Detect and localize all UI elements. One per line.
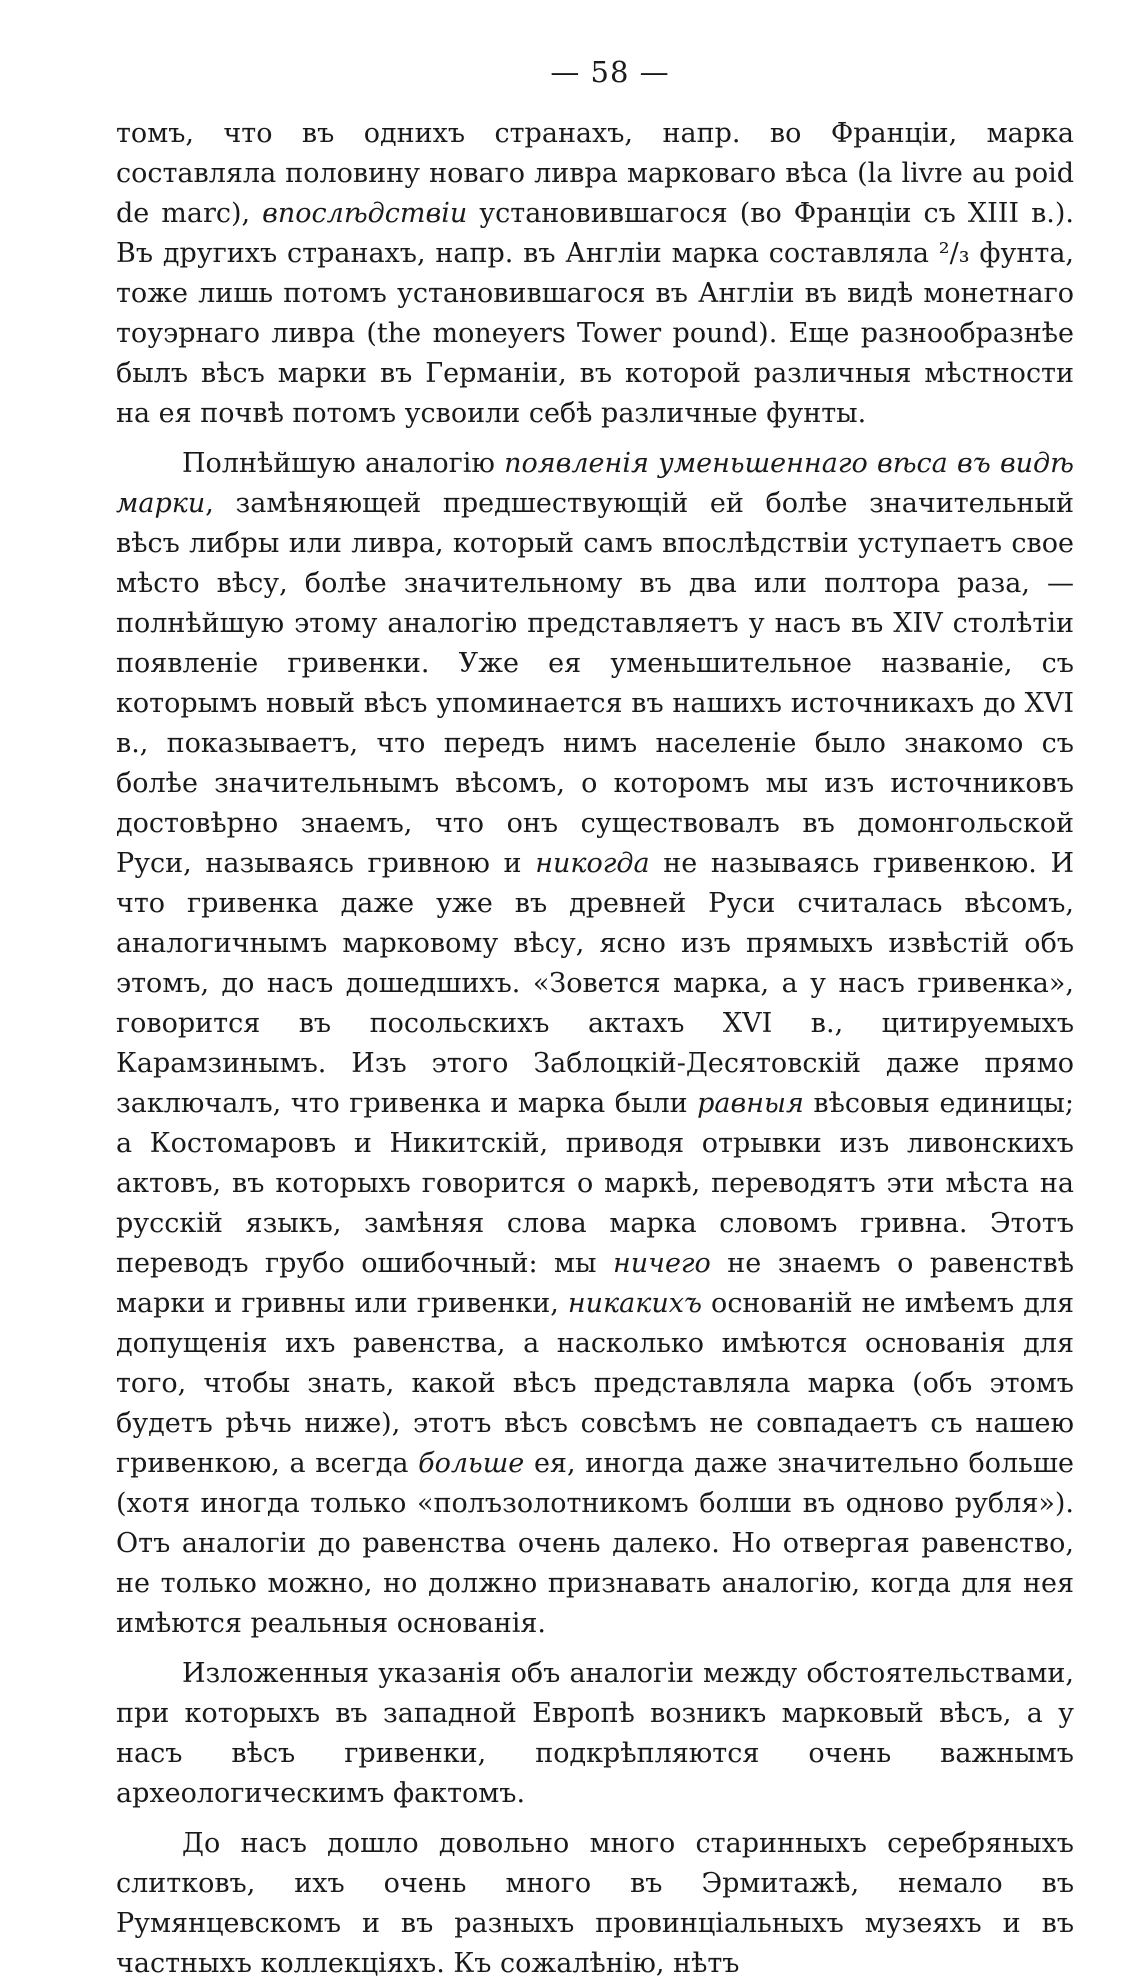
text-segment: Полнѣйшую аналогію (182, 448, 505, 479)
text-segment: До насъ дошло довольно много старинныхъ серебряныхъ слитковъ, ихъ очень много въ Эрмитажѣ, немало въ Румянцевскомъ и въ разныхъ провинціальныхъ музеяхъ и въ частныхъ коллекціяхъ. Къ сожалѣнію, нѣтъ (116, 1828, 1074, 1979)
paragraph (116, 444, 1074, 1644)
italic-text: появленія уменьшеннаго вѣса въ видѣ марки (116, 448, 1074, 519)
italic-text: никакихъ (567, 1288, 702, 1319)
italic-text: никогда (535, 848, 650, 879)
paragraph (116, 1654, 1074, 1814)
paragraph (116, 1824, 1074, 1984)
text-segment: томъ, что въ однихъ странахъ, напр. во Франціи, марка составляла половину новаго ливра марковаго вѣса (la livre au poid de marc), (116, 118, 1074, 229)
text-segment: Изложенныя указанія объ аналогіи между обстоятельствами, при которыхъ въ западной Европѣ возникъ марковый вѣсъ, а у насъ вѣсъ гривенки, подкрѣпляются очень важнымъ археологическимъ фактомъ. (116, 1658, 1074, 1809)
paragraph (116, 114, 1074, 434)
page-number: — 58 — (550, 55, 670, 89)
text-segment: ея, иногда даже значительно больше (хотя иногда только «полъзолотникомъ болши въ одново рубля»). Отъ аналогіи до равенства очень далеко. Но отвергая равенство, не только можно, но должно признавать аналогію, когда для нея имѣются реальныя основанія. (116, 1448, 1074, 1639)
text-segment: не называясь гривенкою. И что гривенка даже уже въ древней Руси считалась вѣсомъ, аналогичнымъ марковому вѣсу, ясно изъ прямыхъ извѣстій объ этомъ, до насъ дошедшихъ. «Зовется марка, а у насъ гривенка», говорится въ посольскихъ актахъ XVI в., цитируемыхъ Карамзинымъ. Изъ этого Заблоцкій-Десятовскій даже прямо заключалъ, что гривенка и марка были (116, 848, 1074, 1119)
text-segment: , замѣняющей предшествующій ей болѣе значительный вѣсъ либры или ливра, который самъ впослѣдствіи уступаетъ свое мѣсто вѣсу, болѣе значительному въ два или полтора раза, — полнѣйшую этому аналогію представляетъ у насъ въ XIV столѣтіи появленіе гривенки. Уже ея уменьшительное названіе, съ которымъ новый вѣсъ упоминается въ нашихъ источникахъ до XVI в., показываетъ, что передъ нимъ населеніе было знакомо съ болѣе значительнымъ вѣсомъ, о которомъ мы изъ источниковъ достовѣрно знаемъ, что онъ существовалъ въ домонгольской Руси, называясь гривною и (116, 488, 1074, 879)
text-segment: не знаемъ о равенствѣ марки и гривны или гривенки, (116, 1248, 1074, 1319)
italic-text: ничего (612, 1248, 711, 1279)
italic-text: впослѣдствіи (262, 198, 468, 229)
text-segment: основаній не имѣемъ для допущенія ихъ равенства, а насколько имѣются основанія для того, чтобы знать, какой вѣсъ представляла марка (объ этомъ будетъ рѣчь ниже), этотъ вѣсъ совсѣмъ не совпадаетъ съ нашею гривенкою, а всегда (116, 1288, 1075, 1479)
text-segment: установившагося (во Франціи съ XIII в.). Въ другихъ странахъ, напр. въ Англіи марка составляла ²/₃ фунта, тоже лишь потомъ установившагося въ Англіи въ видѣ монетнаго тоуэрнаго ливра (the moneyers Tower pound). Еще разнообразнѣе былъ вѣсъ марки въ Германіи, въ которой различныя мѣстности на ея почвѣ потомъ усвоили себѣ различные фунты. (116, 198, 1074, 429)
italic-text: больше (418, 1448, 525, 1479)
body-text (116, 114, 1074, 1984)
italic-text: равныя (697, 1088, 804, 1119)
text-segment: вѣсовыя единицы; а Костомаровъ и Никитскій, приводя отрывки изъ ливонскихъ актовъ, въ которыхъ говорится о маркѣ, переводятъ эти мѣста на русскій языкъ, замѣняя слова марка словомъ гривна. Этотъ переводъ грубо ошибочный: мы (116, 1088, 1074, 1279)
